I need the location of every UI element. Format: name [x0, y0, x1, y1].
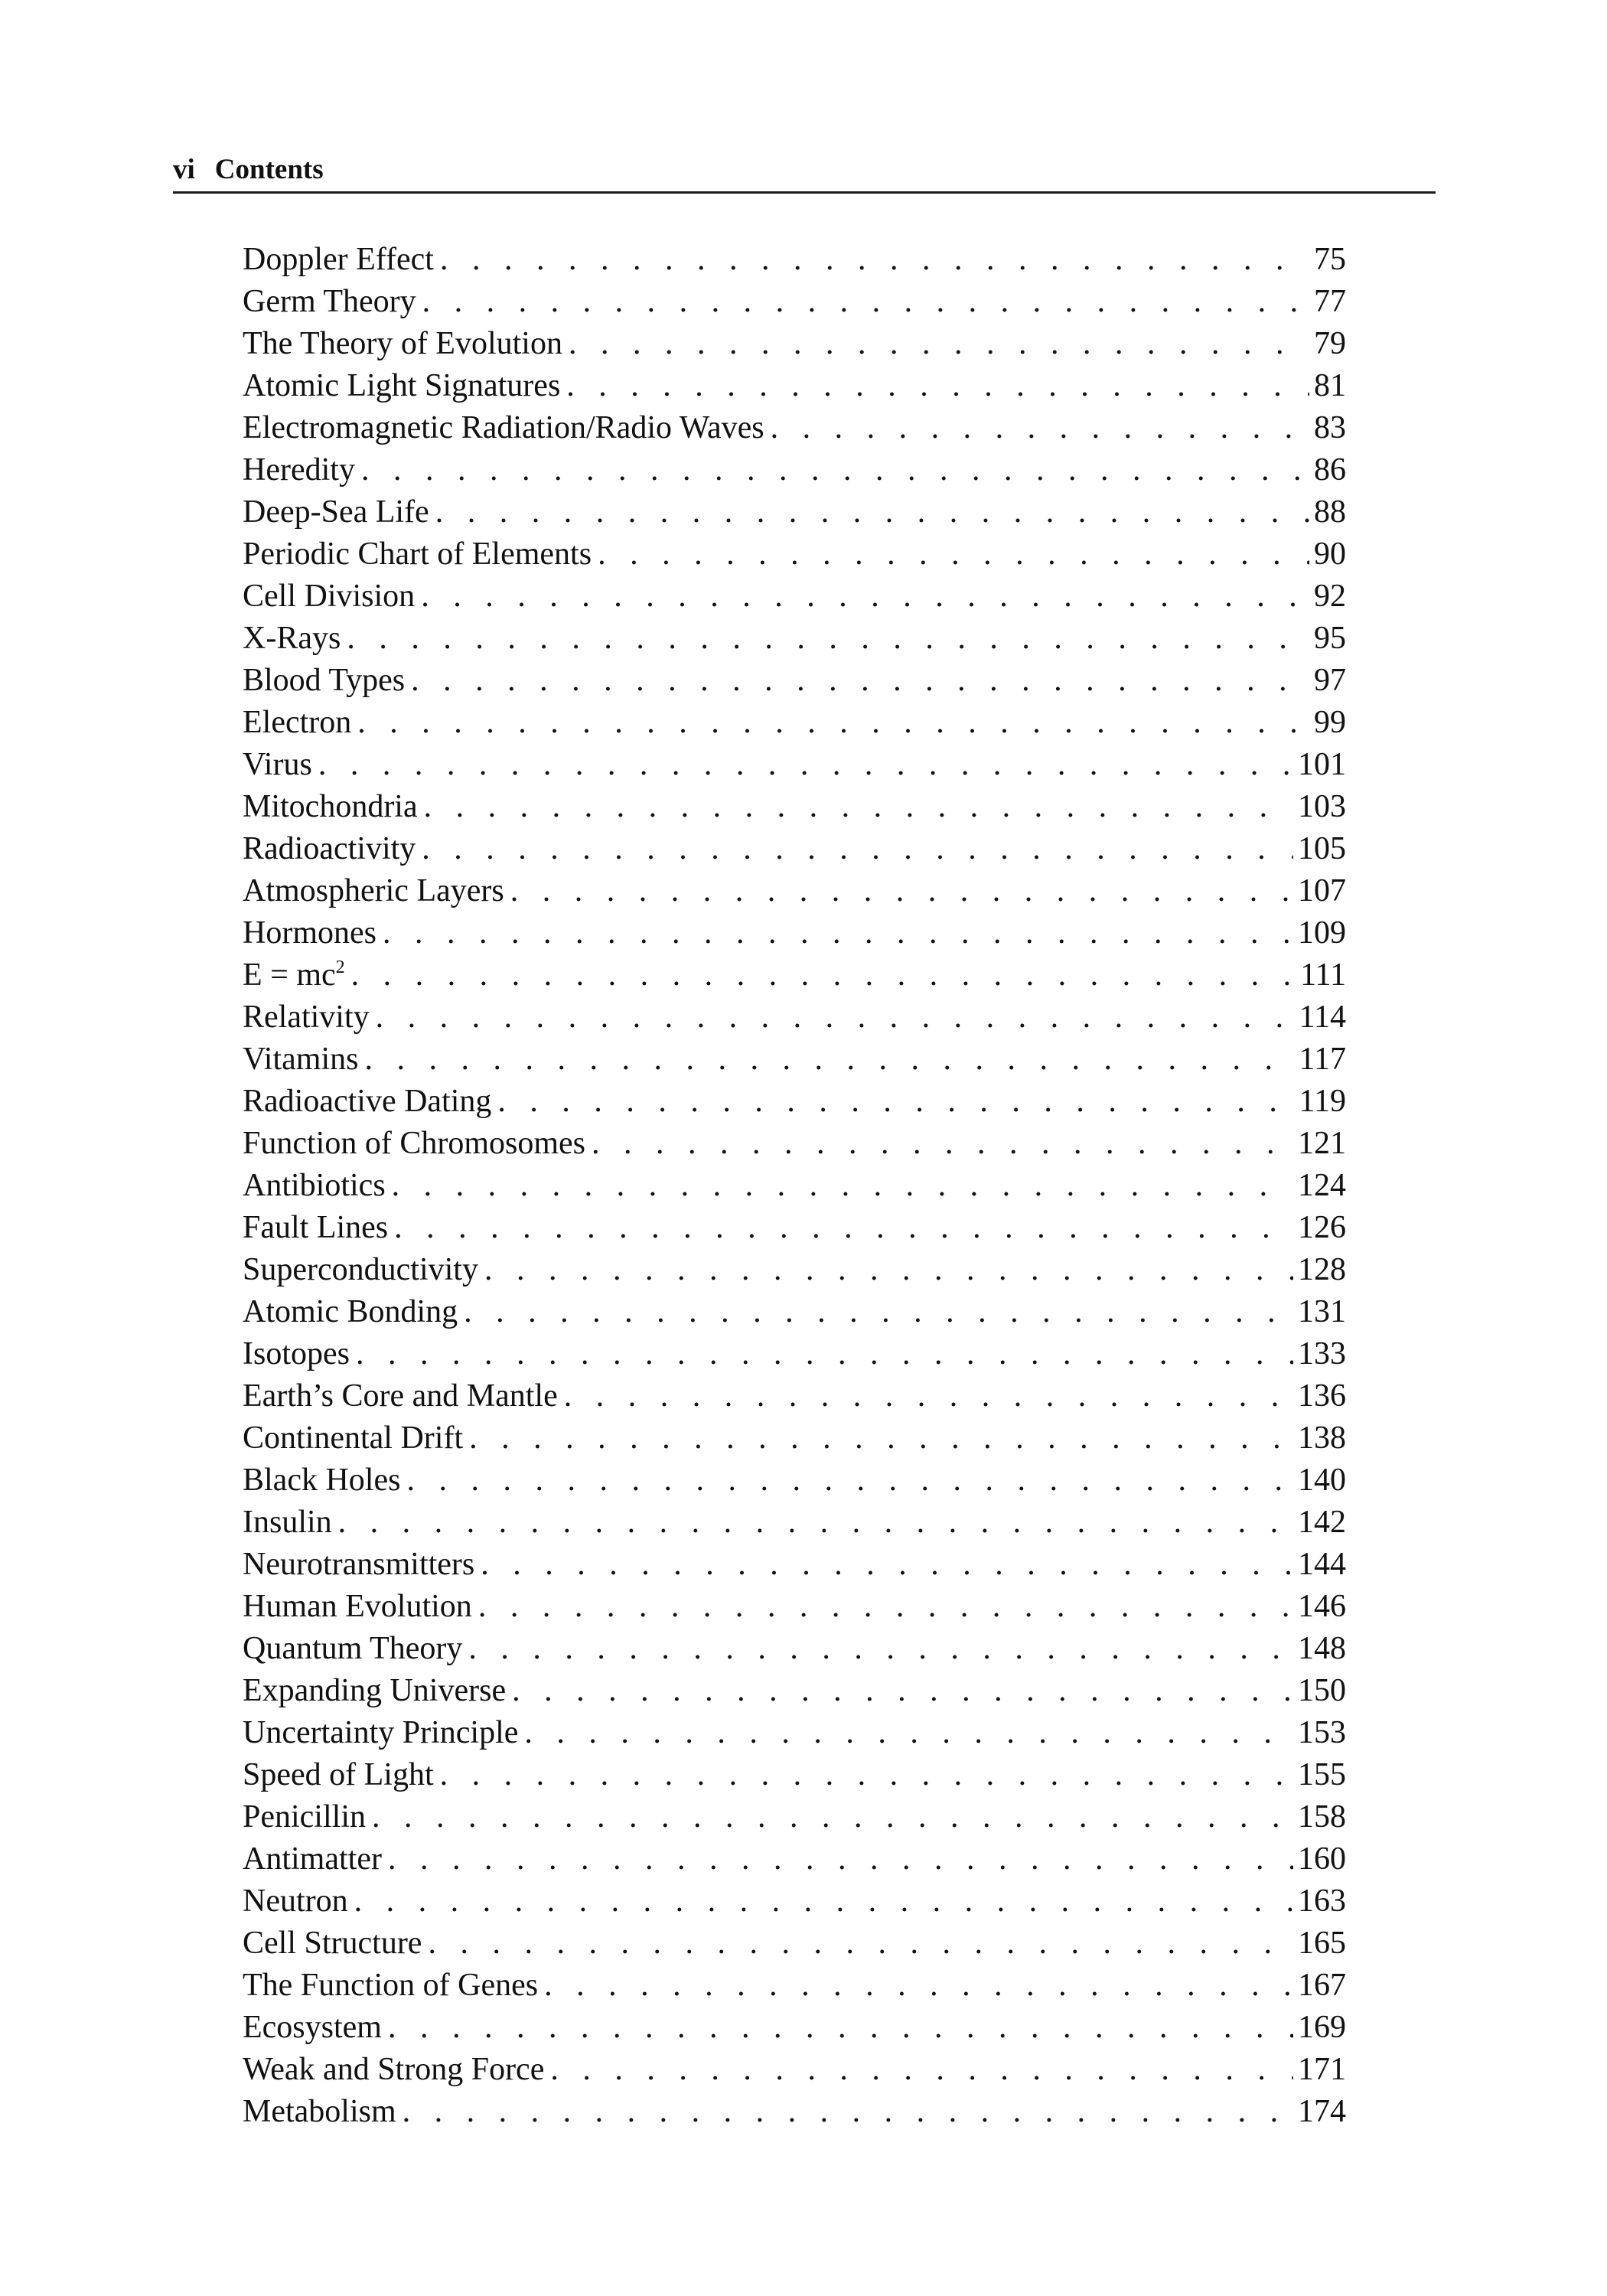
- toc-entry-title: Uncertainty Principle: [243, 1715, 519, 1750]
- toc-leader-dots: [358, 1039, 1294, 1081]
- toc-entry[interactable]: [243, 2091, 1346, 2133]
- toc-entry-page: 138: [1298, 1420, 1346, 1456]
- toc-entry[interactable]: [243, 491, 1346, 533]
- toc-entry-page: 83: [1314, 410, 1346, 445]
- toc-leader-dots: [474, 1544, 1293, 1586]
- toc-entry-page: 126: [1298, 1210, 1346, 1245]
- toc-leader-dots: [416, 281, 1309, 323]
- toc-entry-page: 81: [1314, 368, 1346, 403]
- toc-entry-page: 133: [1298, 1336, 1346, 1371]
- toc-entry-page: 117: [1299, 1042, 1346, 1077]
- toc-leader-dots: [560, 365, 1309, 407]
- toc-leader-dots: [538, 1965, 1293, 2007]
- toc-entry[interactable]: [243, 2007, 1346, 2049]
- toc-entry[interactable]: [243, 1965, 1346, 2007]
- toc-entry[interactable]: [243, 1333, 1346, 1375]
- page-folio: vi: [173, 154, 195, 185]
- toc-entry-page: 75: [1314, 242, 1346, 277]
- toc-entry-title: Hormones: [243, 915, 376, 951]
- toc-entry-page: 103: [1298, 789, 1346, 824]
- toc-entry-title: Deep-Sea Life: [243, 494, 429, 530]
- toc-entry-page: 171: [1298, 2052, 1346, 2087]
- toc-entry-title: Electron: [243, 705, 352, 740]
- toc-entry-page: 140: [1298, 1463, 1346, 1498]
- toc-entry[interactable]: [243, 1712, 1346, 1754]
- toc-entry-page: 131: [1298, 1294, 1346, 1329]
- toc-leader-dots: [491, 1081, 1294, 1123]
- toc-leader-dots: [366, 1796, 1293, 1838]
- toc-leader-dots: [585, 1123, 1293, 1165]
- toc-entry-page: 121: [1298, 1126, 1346, 1161]
- toc-entry-title: Relativity: [243, 1000, 370, 1035]
- toc-entry[interactable]: [243, 533, 1346, 576]
- toc-entry[interactable]: [243, 365, 1346, 407]
- toc-leader-dots: [386, 1165, 1293, 1207]
- toc-entry[interactable]: [243, 660, 1346, 702]
- table-of-contents: [243, 239, 1346, 2133]
- toc-leader-dots: [351, 702, 1309, 744]
- toc-entry-title: Continental Drift: [243, 1420, 464, 1456]
- toc-entry-page: 95: [1314, 621, 1346, 656]
- toc-entry-title: Germ Theory: [243, 284, 416, 319]
- toc-entry[interactable]: [243, 1923, 1346, 1965]
- toc-entry-page: 97: [1314, 663, 1346, 698]
- toc-entry-title: Antimatter: [243, 1841, 382, 1877]
- toc-leader-dots: [422, 1923, 1293, 1965]
- toc-leader-dots: [472, 1586, 1293, 1628]
- toc-entry-page: 158: [1298, 1799, 1346, 1835]
- toc-entry-title: Mitochondria: [243, 789, 418, 824]
- toc-entry-title: Weak and Strong Force: [243, 2052, 545, 2087]
- toc-leader-dots: [504, 870, 1293, 912]
- toc-leader-dots: [462, 1628, 1293, 1670]
- toc-entry-title: Virus: [243, 747, 312, 782]
- toc-entry-title: Function of Chromosomes: [243, 1126, 585, 1161]
- toc-entry-page: 142: [1298, 1505, 1346, 1540]
- toc-leader-dots: [405, 660, 1309, 702]
- toc-entry[interactable]: [243, 1670, 1346, 1712]
- toc-entry[interactable]: [243, 1838, 1346, 1880]
- toc-entry-page: 128: [1298, 1252, 1346, 1287]
- toc-entry-page: 109: [1298, 915, 1346, 951]
- toc-entry-title: Radioactivity: [243, 831, 416, 866]
- toc-entry-title: X-Rays: [243, 621, 341, 656]
- toc-entry-title: The Theory of Evolution: [243, 326, 562, 361]
- toc-leader-dots: [348, 1880, 1293, 1923]
- toc-entry-page: 119: [1299, 1084, 1346, 1119]
- toc-entry-title: The Function of Genes: [243, 1968, 539, 2003]
- toc-entry-title: Metabolism: [243, 2094, 396, 2129]
- toc-entry[interactable]: [243, 1249, 1346, 1291]
- toc-entry-title: Fault Lines: [243, 1210, 389, 1245]
- toc-entry-title: Black Holes: [243, 1463, 401, 1498]
- toc-entry[interactable]: [243, 323, 1346, 365]
- toc-entry[interactable]: [243, 1628, 1346, 1670]
- toc-leader-dots: [382, 2007, 1293, 2049]
- running-head: [173, 148, 1436, 194]
- toc-entry[interactable]: [243, 239, 1346, 281]
- toc-entry-page: 165: [1298, 1926, 1346, 1961]
- toc-entry-page: 90: [1314, 536, 1346, 572]
- toc-entry[interactable]: [243, 1291, 1346, 1333]
- toc-entry[interactable]: [243, 1459, 1346, 1502]
- toc-entry-title: Atomic Bonding: [243, 1294, 458, 1329]
- toc-entry-page: 88: [1314, 494, 1346, 530]
- toc-leader-dots: [463, 1417, 1293, 1459]
- toc-entry-page: 105: [1298, 831, 1346, 866]
- toc-entry-title: Heredity: [243, 452, 355, 488]
- toc-entry-title: Neurotransmitters: [243, 1547, 475, 1582]
- toc-leader-dots: [416, 828, 1293, 870]
- toc-entry-page: 153: [1298, 1715, 1346, 1750]
- toc-entry[interactable]: [243, 1502, 1346, 1544]
- toc-entry-page: 99: [1314, 705, 1346, 740]
- toc-entry-title: Neutron: [243, 1883, 348, 1919]
- toc-leader-dots: [544, 2049, 1293, 2091]
- toc-entry-title: Human Evolution: [243, 1589, 472, 1624]
- toc-entry-title: Electromagnetic Radiation/Radio Waves: [243, 410, 764, 445]
- toc-entry-page: 167: [1298, 1968, 1346, 2003]
- toc-entry[interactable]: [243, 1207, 1346, 1249]
- toc-entry[interactable]: [243, 1417, 1346, 1459]
- toc-leader-dots: [341, 618, 1309, 660]
- toc-entry-title: Insulin: [243, 1505, 332, 1540]
- toc-entry-title: Vitamins: [243, 1042, 359, 1077]
- toc-entry[interactable]: [243, 281, 1346, 323]
- toc-entry-title: Doppler Effect: [243, 242, 434, 277]
- toc-leader-dots: [415, 576, 1309, 618]
- toc-leader-dots: [434, 239, 1309, 281]
- toc-entry[interactable]: [243, 744, 1346, 786]
- toc-entry-title: Ecosystem: [243, 2010, 382, 2045]
- toc-entry[interactable]: [243, 1586, 1346, 1628]
- toc-entry[interactable]: [243, 996, 1346, 1039]
- toc-entry-title: Blood Types: [243, 663, 406, 698]
- toc-leader-dots: [345, 954, 1296, 996]
- toc-entry-title: Speed of Light: [243, 1757, 434, 1792]
- toc-leader-dots: [506, 1670, 1293, 1712]
- toc-entry-title: Earth’s Core and Mantle: [243, 1378, 558, 1414]
- toc-entry[interactable]: [243, 828, 1346, 870]
- toc-entry-title: Isotopes: [243, 1336, 350, 1371]
- toc-entry-page: 174: [1298, 2094, 1346, 2129]
- toc-leader-dots: [429, 491, 1309, 533]
- toc-entry[interactable]: [243, 1165, 1346, 1207]
- toc-entry-page: 92: [1314, 579, 1346, 614]
- toc-entry-title: Atomic Light Signatures: [243, 368, 561, 403]
- toc-entry-page: 86: [1314, 452, 1346, 488]
- toc-leader-dots: [478, 1249, 1293, 1291]
- toc-entry-title: Cell Division: [243, 579, 416, 614]
- toc-leader-dots: [562, 323, 1309, 365]
- toc-entry[interactable]: [243, 1375, 1346, 1417]
- toc-entry-page: 124: [1298, 1168, 1346, 1203]
- toc-entry-title: Periodic Chart of Elements: [243, 536, 592, 572]
- toc-leader-dots: [332, 1502, 1293, 1544]
- toc-entry-page: 77: [1314, 284, 1346, 319]
- toc-entry[interactable]: [243, 702, 1346, 744]
- toc-leader-dots: [355, 449, 1309, 491]
- toc-leader-dots: [376, 912, 1293, 954]
- toc-entry-title: Penicillin: [243, 1799, 366, 1835]
- toc-leader-dots: [764, 407, 1309, 449]
- toc-leader-dots: [312, 744, 1293, 786]
- toc-entry-page: 114: [1299, 1000, 1346, 1035]
- toc-entry-page: 146: [1298, 1589, 1346, 1624]
- toc-entry-title: Cell Structure: [243, 1926, 422, 1961]
- toc-leader-dots: [396, 2091, 1293, 2133]
- toc-entry-page: 155: [1298, 1757, 1346, 1792]
- toc-leader-dots: [558, 1375, 1293, 1417]
- toc-entry-page: 169: [1298, 2010, 1346, 2045]
- toc-entry-page: 163: [1298, 1883, 1346, 1919]
- toc-entry-title: [243, 954, 345, 996]
- toc-entry[interactable]: [243, 1039, 1346, 1081]
- toc-entry[interactable]: [243, 449, 1346, 491]
- toc-entry[interactable]: [243, 1123, 1346, 1165]
- toc-entry[interactable]: [243, 1796, 1346, 1838]
- toc-entry[interactable]: [243, 1081, 1346, 1123]
- toc-entry-page: 160: [1298, 1841, 1346, 1877]
- toc-entry-page: 107: [1298, 873, 1346, 908]
- toc-entry[interactable]: [243, 2049, 1346, 2091]
- toc-entry[interactable]: [243, 786, 1346, 828]
- toc-leader-dots: [400, 1459, 1293, 1502]
- toc-entry[interactable]: [243, 576, 1346, 618]
- toc-entry-title: Expanding Universe: [243, 1673, 507, 1708]
- toc-leader-dots: [350, 1333, 1293, 1375]
- toc-entry-title: Antibiotics: [243, 1168, 386, 1203]
- toc-entry-page: 101: [1298, 747, 1346, 782]
- toc-leader-dots: [388, 1207, 1293, 1249]
- toc-leader-dots: [370, 996, 1295, 1039]
- toc-entry[interactable]: [243, 618, 1346, 660]
- toc-entry-title: Quantum Theory: [243, 1631, 463, 1666]
- toc-leader-dots: [592, 533, 1309, 576]
- toc-entry[interactable]: [243, 912, 1346, 954]
- toc-entry-page: 148: [1298, 1631, 1346, 1666]
- toc-entry-page: 79: [1314, 326, 1346, 361]
- toc-entry-title: Superconductivity: [243, 1252, 478, 1287]
- toc-entry[interactable]: [243, 407, 1346, 449]
- toc-leader-dots: [434, 1754, 1293, 1796]
- page-title: Contents: [214, 154, 324, 185]
- toc-entry-title-text: E = mc: [243, 957, 336, 993]
- toc-entry[interactable]: [243, 954, 1346, 996]
- toc-entry[interactable]: [243, 1544, 1346, 1586]
- toc-leader-dots: [382, 1838, 1293, 1880]
- toc-entry-superscript: 2: [335, 957, 345, 977]
- toc-entry-page: 136: [1298, 1378, 1346, 1414]
- toc-entry[interactable]: [243, 1754, 1346, 1796]
- toc-entry-page: 111: [1300, 957, 1346, 993]
- toc-entry-page: 144: [1298, 1547, 1346, 1582]
- toc-leader-dots: [518, 1712, 1293, 1754]
- toc-entry-title: Radioactive Dating: [243, 1084, 492, 1119]
- toc-entry[interactable]: [243, 870, 1346, 912]
- toc-leader-dots: [418, 786, 1293, 828]
- toc-entry[interactable]: [243, 1880, 1346, 1923]
- toc-leader-dots: [458, 1291, 1293, 1333]
- toc-entry-page: 150: [1298, 1673, 1346, 1708]
- toc-entry-title: Atmospheric Layers: [243, 873, 504, 908]
